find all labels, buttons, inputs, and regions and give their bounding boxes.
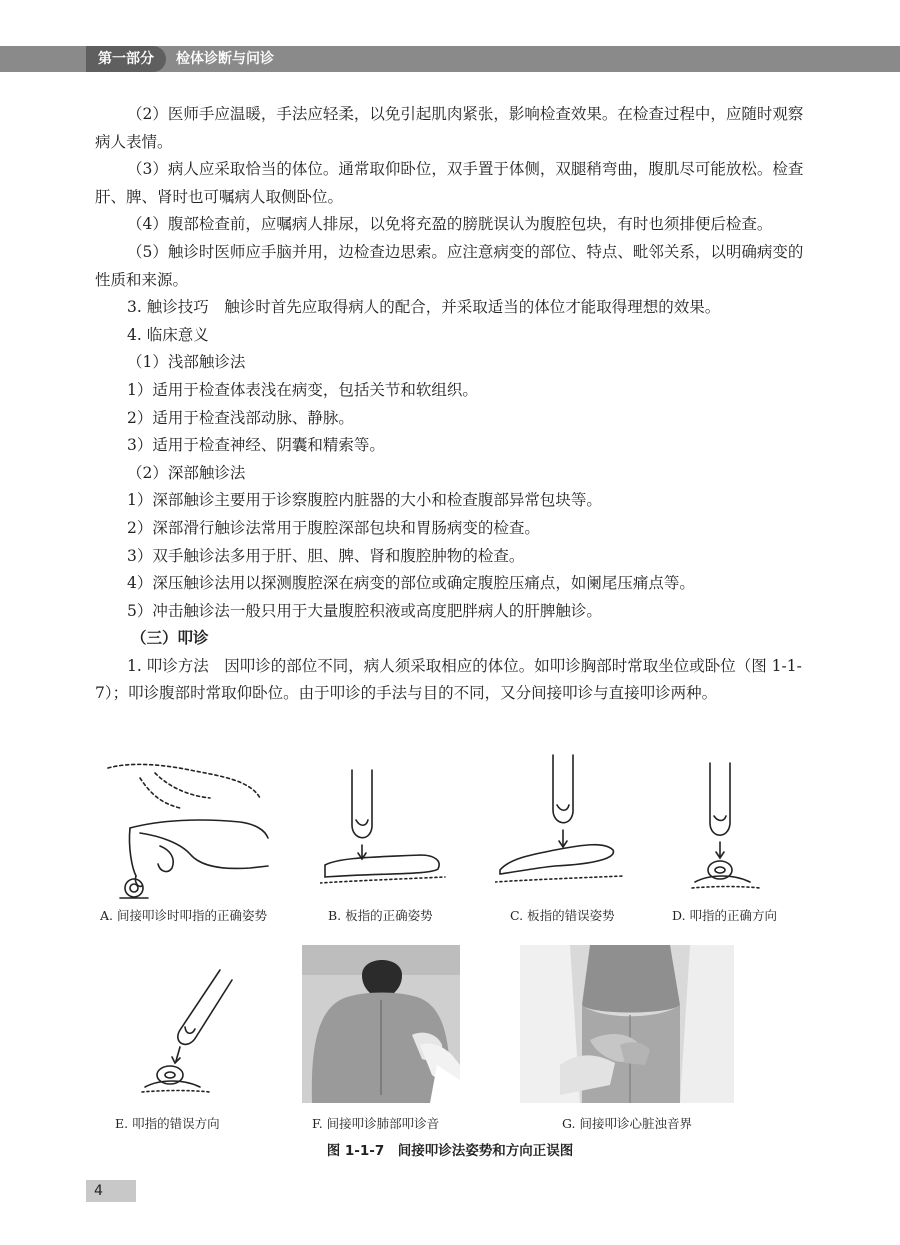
illustration-a bbox=[100, 758, 270, 903]
page-number: 4 bbox=[86, 1180, 136, 1202]
photo-f bbox=[302, 945, 460, 1103]
paragraph: （1）浅部触诊法 bbox=[127, 353, 246, 372]
paragraph: 2）适用于检查浅部动脉、静脉。 bbox=[127, 408, 354, 427]
paragraph: （2）深部触诊法 bbox=[127, 463, 246, 482]
section-heading: （三）叩诊 bbox=[131, 629, 209, 648]
caption-b: B. 板指的正确姿势 bbox=[328, 908, 433, 923]
paragraph: 3）双手触诊法多用于肝、胆、脾、肾和腹腔肿物的检查。 bbox=[127, 546, 525, 565]
part-label: 第一部分 bbox=[86, 46, 166, 72]
chapter-title: 检体诊断与问诊 bbox=[176, 51, 274, 67]
figure-title: 图 1-1-7 间接叩诊法姿势和方向正误图 bbox=[326, 1143, 574, 1159]
caption-e: E. 叩指的错误方向 bbox=[115, 1116, 220, 1131]
paragraph: 5）冲击触诊法一般只用于大量腹腔积液或高度肥胖病人的肝脾触诊。 bbox=[127, 601, 602, 620]
paragraph: 3. 触诊技巧 触诊时首先应取得病人的配合，并采取适当的体位才能取得理想的效果。 bbox=[127, 298, 721, 317]
paragraph: 4）深压触诊法用以探测腹腔深在病变的部位或确定腹腔压痛点，如阑尾压痛点等。 bbox=[127, 574, 695, 593]
photo-g bbox=[520, 945, 734, 1103]
paragraph: （3）病人应采取恰当的体位。通常取仰卧位，双手置于体侧，双腿稍弯曲，腹肌尽可能放松。检查肝、脾、肾时也可嘱病人取侧卧位。 bbox=[95, 160, 804, 206]
paragraph: 3）适用于检查神经、阴囊和精索等。 bbox=[127, 436, 385, 455]
paragraph: （2）医师手应温暖，手法应轻柔，以免引起肌肉紧张，影响检查效果。在检查过程中，应随时观察病人表情。 bbox=[95, 105, 804, 151]
paragraph: （5）触诊时医师应手脑并用，边检查边思索。应注意病变的部位、特点、毗邻关系，以明确病变的性质和来源。 bbox=[95, 242, 804, 289]
caption-c: C. 板指的错误姿势 bbox=[510, 908, 615, 923]
illustration-c bbox=[495, 750, 625, 890]
paragraph: 2）深部滑行触诊法常用于腹腔深部包块和胃肠病变的检查。 bbox=[127, 518, 540, 537]
illustration-e bbox=[140, 965, 235, 1095]
caption-g: G. 间接叩诊心脏浊音界 bbox=[562, 1116, 692, 1131]
paragraph: 1. 叩诊方法 因叩诊的部位不同，病人须采取相应的体位。如叩诊胸部时常取坐位或卧位（图 1-1-7）；叩诊腹部时常取仰卧位。由于叩诊的手法与目的不同，又分间接叩诊与直接叩诊两种。 bbox=[95, 656, 802, 703]
paragraph: 1）适用于检查体表浅在病变，包括关节和软组织。 bbox=[127, 380, 478, 399]
caption-f: F. 间接叩诊肺部叩诊音 bbox=[312, 1116, 440, 1131]
caption-d: D. 叩指的正确方向 bbox=[672, 908, 778, 923]
illustration-d bbox=[690, 758, 770, 893]
body-text bbox=[95, 101, 807, 708]
paragraph: （4）腹部检查前，应嘱病人排尿，以免将充盈的膀胱误认为腹腔包块，有时也须排便后检查。 bbox=[127, 215, 773, 234]
paragraph: 4. 临床意义 bbox=[127, 325, 209, 344]
caption-a: A. 间接叩诊时叩指的正确姿势 bbox=[100, 908, 267, 923]
running-header bbox=[0, 46, 900, 72]
paragraph: 1）深部触诊主要用于诊察腹腔内脏器的大小和检查腹部异常包块等。 bbox=[127, 491, 602, 510]
illustration-b bbox=[320, 765, 450, 890]
